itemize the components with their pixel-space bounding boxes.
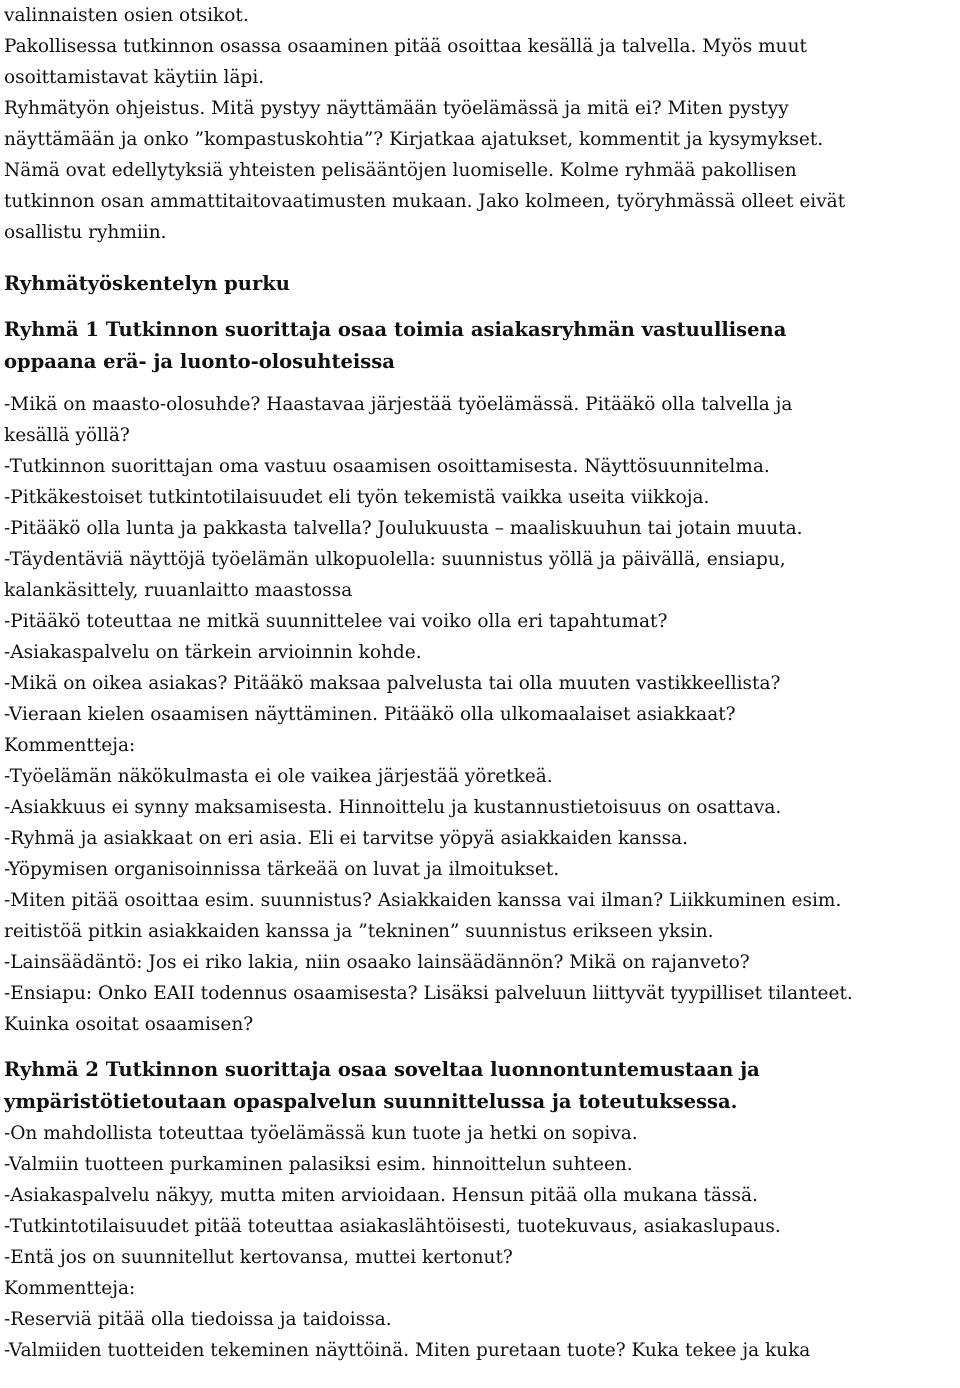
group2-title <box>4 1054 958 1118</box>
intro-line: tutkinnon osan ammattitaitovaatimusten mukaan. Jako kolmeen, työryhmässä olleet eivät <box>4 191 846 212</box>
group1-line: -Mikä on oikea asiakas? Pitääkö maksaa palvelusta tai olla muuten vastikkeellista? <box>4 673 781 694</box>
group2-line: -Reserviä pitää olla tiedoissa ja taidoissa. <box>4 1309 392 1330</box>
group1-line: -Yöpymisen organisoinnissa tärkeää on luvat ja ilmoitukset. <box>4 859 560 880</box>
group2-line: -Tutkintotilaisuudet pitää toteuttaa asiakaslähtöisesti, tuotekuvaus, asiakaslupaus. <box>4 1216 781 1237</box>
group1-line: -Mikä on maasto-olosuhde? Haastavaa järjestää työelämässä. Pitääkö olla talvella ja <box>4 394 793 415</box>
intro-paragraph <box>4 0 958 248</box>
group1-line: -Pitkäkestoiset tutkintotilaisuudet eli työn tekemistä vaikka useita viikkoja. <box>4 487 710 508</box>
group1-line: -Vieraan kielen osaamisen näyttäminen. Pitääkö olla ulkomaalaiset asiakkaat? <box>4 704 736 725</box>
group2-line: -Valmiin tuotteen purkaminen palasiksi esim. hinnoittelun suhteen. <box>4 1154 633 1175</box>
group1-line: Kuinka osoitat osaamisen? <box>4 1014 254 1035</box>
group2-line: -Valmiiden tuotteiden tekeminen näyttöinä. Miten puretaan tuote? Kuka tekee ja kuka <box>4 1340 811 1361</box>
group1-comments-label: Kommentteja: <box>4 735 136 756</box>
group1-line: kalankäsittely, ruuanlaitto maastossa <box>4 580 353 601</box>
group1-line: -Ryhmä ja asiakkaat on eri asia. Eli ei tarvitse yöpyä asiakkaiden kanssa. <box>4 828 689 849</box>
intro-line: Ryhmätyön ohjeistus. Mitä pystyy näyttämään työelämässä ja mitä ei? Miten pystyy <box>4 98 789 119</box>
intro-line: näyttämään ja onko ”kompastuskohtia”? Kirjatkaa ajatukset, kommentit ja kysymykset. <box>4 129 824 150</box>
group1-line: -Tutkinnon suorittajan oma vastuu osaamisen osoittamisesta. Näyttösuunnitelma. <box>4 456 770 477</box>
group2-title-line: ympäristötietoutaan opaspalvelun suunnittelussa ja toteutuksessa. <box>4 1090 738 1113</box>
document-page <box>4 0 958 1366</box>
group1-line: -Työelämän näkökulmasta ei ole vaikea järjestää yöretkeä. <box>4 766 553 787</box>
group1-line: -Lainsäädäntö: Jos ei riko lakia, niin osaako lainsäädännön? Mikä on rajanveto? <box>4 952 750 973</box>
intro-line: Nämä ovat edellytyksiä yhteisten pelisääntöjen luomiselle. Kolme ryhmää pakollisen <box>4 160 797 181</box>
intro-line: osoittamistavat käytiin läpi. <box>4 67 265 88</box>
section-title: Ryhmätyöskentelyn purku <box>4 272 290 295</box>
group2-comments-label: Kommentteja: <box>4 1278 136 1299</box>
group2-title-line: Ryhmä 2 Tutkinnon suorittaja osaa soveltaa luonnontuntemustaan ja <box>4 1058 760 1081</box>
group1-title <box>4 314 958 378</box>
group1-notes <box>4 389 958 1040</box>
group2-line: -On mahdollista toteuttaa työelämässä kun tuote ja hetki on sopiva. <box>4 1123 638 1144</box>
group1-line: -Pitääkö toteuttaa ne mitkä suunnittelee vai voiko olla eri tapahtumat? <box>4 611 668 632</box>
intro-line: osallistu ryhmiin. <box>4 222 167 243</box>
group2-line: -Asiakaspalvelu näkyy, mutta miten arvioidaan. Hensun pitää olla mukana tässä. <box>4 1185 758 1206</box>
group1-line: kesällä yöllä? <box>4 425 130 446</box>
group1-line: -Täydentäviä näyttöjä työelämän ulkopuolella: suunnistus yöllä ja päivällä, ensiapu, <box>4 549 786 570</box>
intro-line: valinnaisten osien otsikot. <box>4 5 249 26</box>
group1-title-line: oppaana erä- ja luonto-olosuhteissa <box>4 350 395 373</box>
group1-line: -Asiakaspalvelu on tärkein arvioinnin kohde. <box>4 642 422 663</box>
group1-line: -Pitääkö olla lunta ja pakkasta talvella? Joulukuusta – maaliskuuhun tai jotain muuta. <box>4 518 803 539</box>
intro-line: Pakollisessa tutkinnon osassa osaaminen pitää osoittaa kesällä ja talvella. Myös muut <box>4 36 807 57</box>
group2-line: -Entä jos on suunnitellut kertovansa, muttei kertonut? <box>4 1247 513 1268</box>
group1-title-line: Ryhmä 1 Tutkinnon suorittaja osaa toimia asiakasryhmän vastuullisena <box>4 318 787 341</box>
group1-line: -Miten pitää osoittaa esim. suunnistus? Asiakkaiden kanssa vai ilman? Liikkuminen esim. <box>4 890 842 911</box>
group1-line: -Ensiapu: Onko EAII todennus osaamisesta? Lisäksi palveluun liittyvät tyypilliset tilanteet. <box>4 983 853 1004</box>
group1-line: reitistöä pitkin asiakkaiden kanssa ja ”tekninen” suunnistus erikseen yksin. <box>4 921 714 942</box>
group1-line: -Asiakkuus ei synny maksamisesta. Hinnoittelu ja kustannustietoisuus on osattava. <box>4 797 782 818</box>
group2-notes <box>4 1118 958 1366</box>
